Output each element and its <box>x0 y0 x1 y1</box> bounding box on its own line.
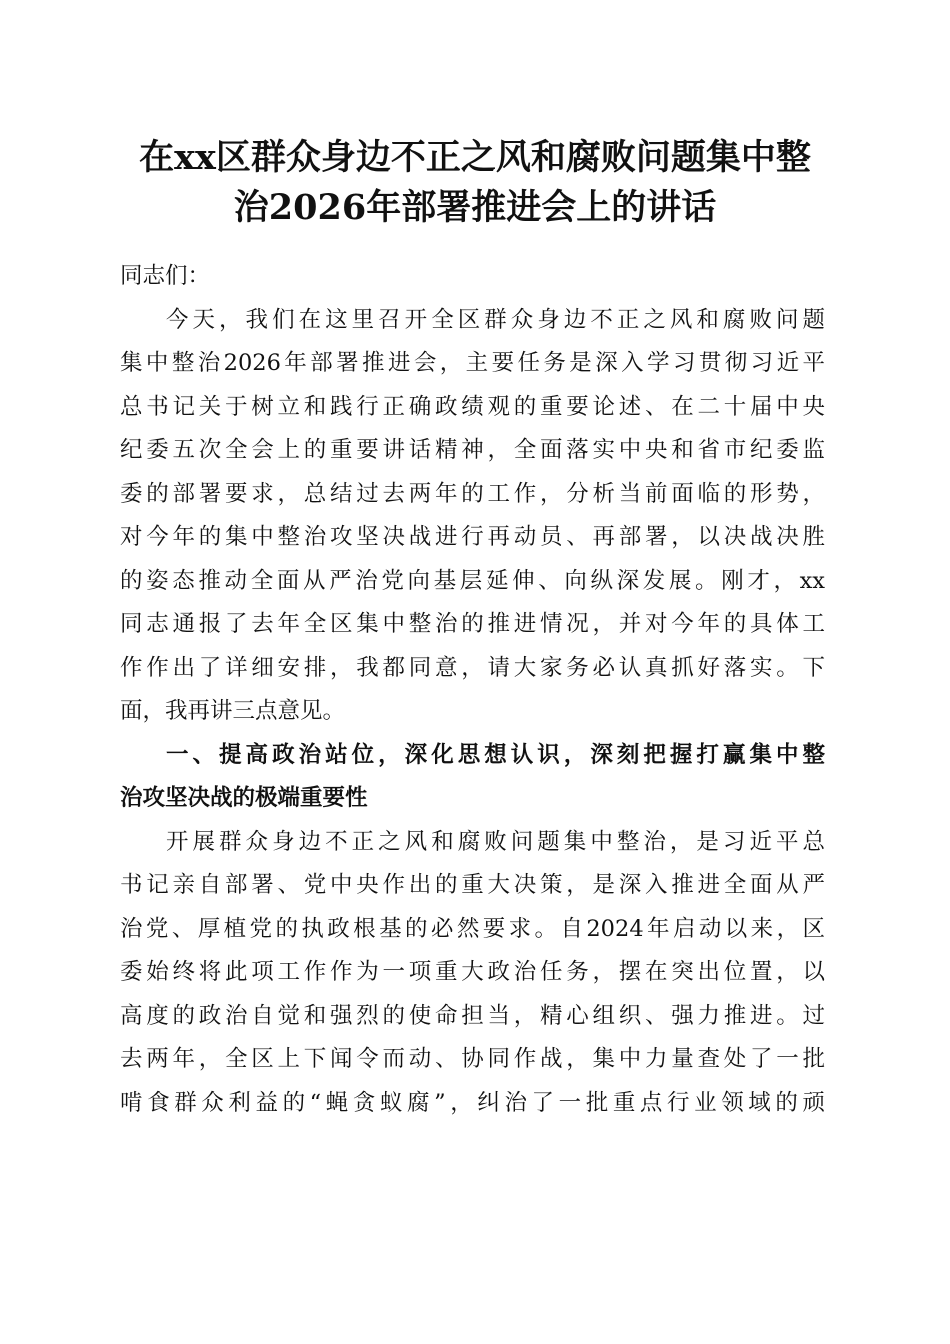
paragraph-line: 面，我再讲三点意见。 <box>120 698 346 724</box>
paragraph-line: 纪委五次全会上的重要讲话精神，全面落实中央和省市纪委监 <box>120 437 825 463</box>
paragraph-line: 啃食群众利益的“蝇贪蚁腐”，纠治了一批重点行业领域的顽 <box>120 1089 825 1116</box>
paragraph-line: 总书记关于树立和践行正确政绩观的重要论述、在二十届中央 <box>120 393 825 420</box>
paragraph-line: 的姿态推动全面从严治党向基层延伸、向纵深发展。刚才，xx <box>120 567 825 594</box>
paragraph-line: 对今年的集中整治攻坚决战进行再动员、再部署，以决战决胜 <box>120 524 825 550</box>
paragraph-line: 开展群众身边不正之风和腐败问题集中整治，是习近平总 <box>166 828 825 855</box>
paragraph-line: 今天，我们在这里召开全区群众身边不正之风和腐败问题 <box>166 306 825 333</box>
paragraph-line: 委始终将此项工作作为一项重大政治任务，摆在突出位置，以 <box>120 959 825 985</box>
paragraph-line: 集中整治2026年部署推进会，主要任务是深入学习贯彻习近平 <box>120 350 825 376</box>
paragraph-line: 委的部署要求，总结过去两年的工作，分析当前面临的形势， <box>120 480 825 507</box>
section-heading-1 <box>120 734 825 821</box>
title-line-2: 治2026年部署推进会上的讲话 <box>233 187 717 228</box>
paragraph-line: 同志通报了去年全区集中整治的推进情况，并对今年的具体工 <box>120 611 825 637</box>
paragraph-2 <box>120 821 825 1126</box>
paragraph-1 <box>120 299 825 734</box>
heading-line: 治攻坚决战的极端重要性 <box>120 785 368 811</box>
heading-line: 一、提高政治站位，深化思想认识，深刻把握打赢集中整 <box>166 741 825 768</box>
salutation: 同志们： <box>120 263 211 289</box>
paragraph-line: 高度的政治自觉和强烈的使命担当，精心组织、强力推进。过 <box>120 1002 825 1029</box>
document-body <box>120 255 825 1125</box>
paragraph-line: 去两年，全区上下闻令而动、协同作战，集中力量查处了一批 <box>120 1046 825 1072</box>
document-title <box>110 133 840 233</box>
paragraph-line: 作作出了详细安排，我都同意，请大家务必认真抓好落实。下 <box>120 654 825 681</box>
paragraph-line: 治党、厚植党的执政根基的必然要求。自2024年启动以来，区 <box>120 915 825 942</box>
paragraph-line: 书记亲自部署、党中央作出的重大决策，是深入推进全面从严 <box>120 872 825 898</box>
title-line-1: 在xx区群众身边不正之风和腐败问题集中整 <box>139 137 811 178</box>
